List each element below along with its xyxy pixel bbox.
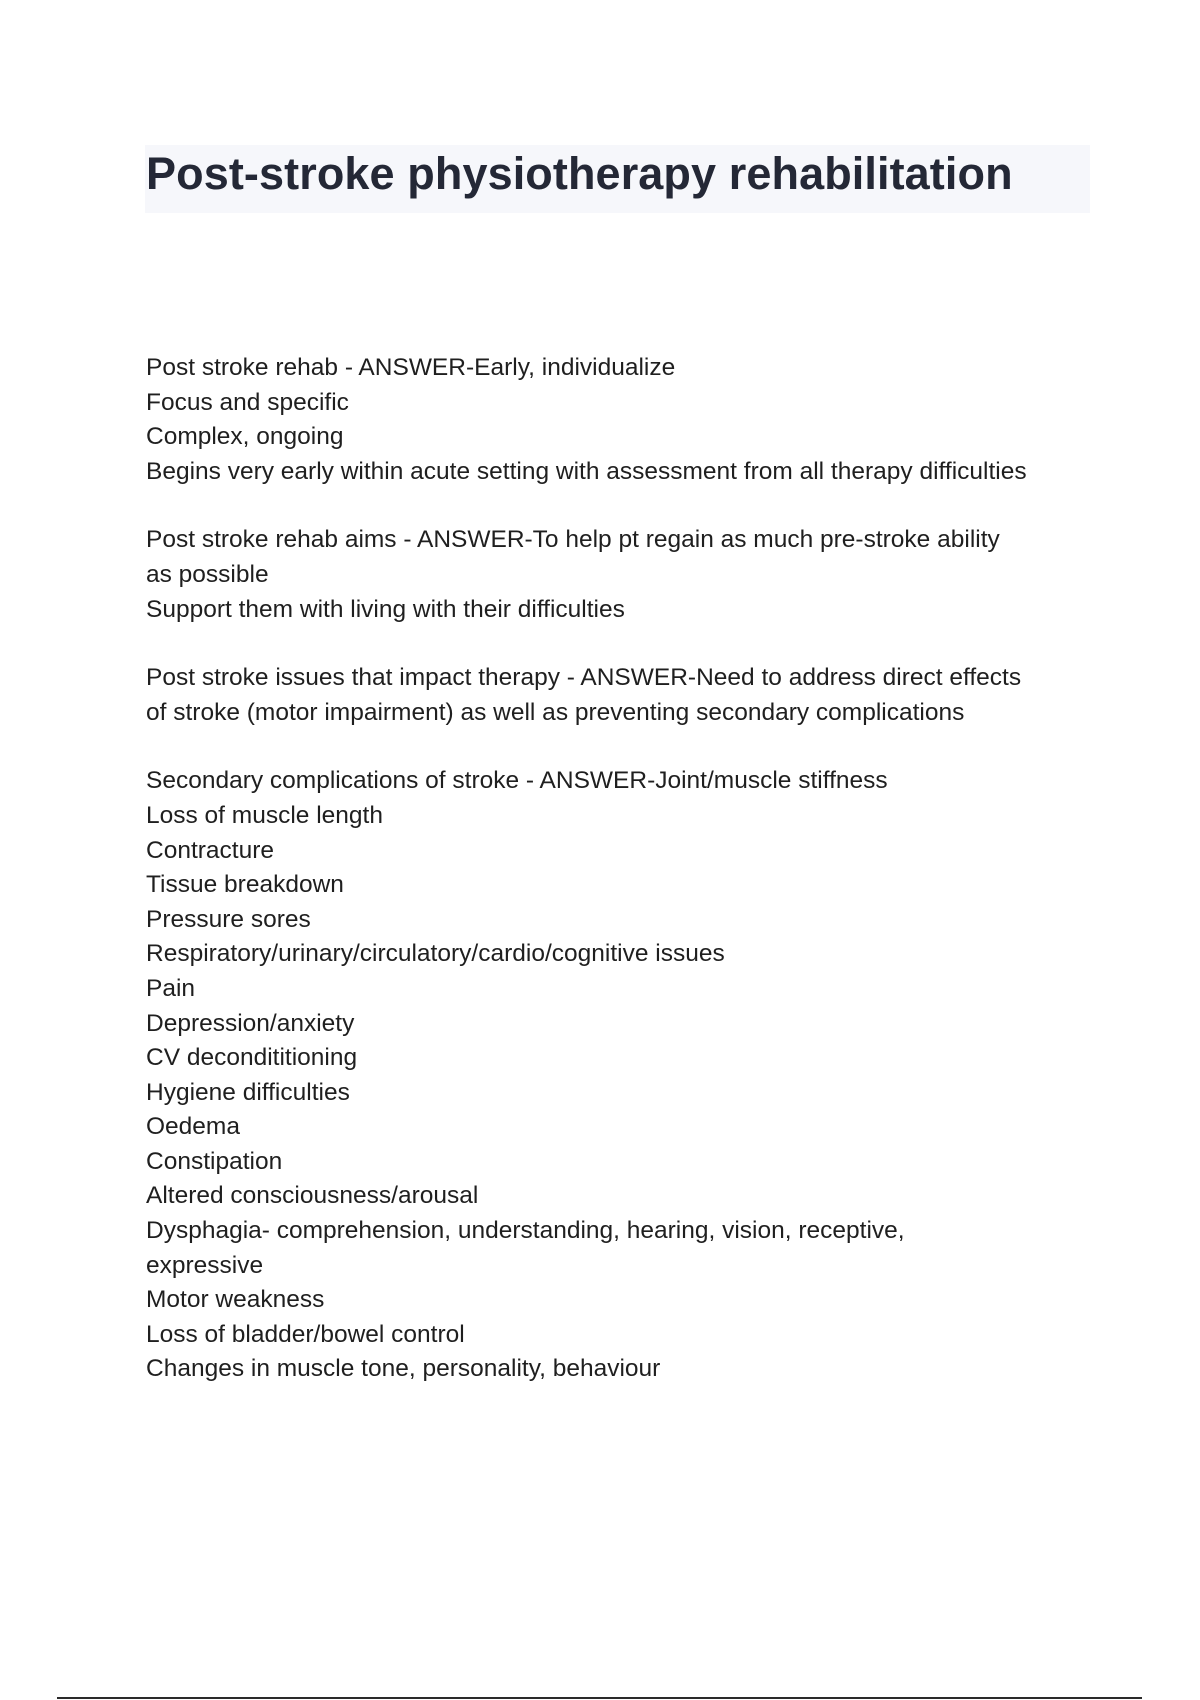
document-body: [146, 351, 1106, 1421]
text-line: expressive: [146, 1251, 264, 1279]
text-line: Dysphagia- comprehension, understanding, hearing, vision, receptive,: [146, 1217, 905, 1245]
text-line: CV decondititioning: [146, 1044, 358, 1072]
text-line: Complex, ongoing: [146, 423, 344, 451]
text-line: Altered consciousness/arousal: [146, 1182, 479, 1210]
footer-divider: [57, 1697, 1142, 1699]
page-title: Post-stroke physiotherapy rehabilitation: [146, 148, 1013, 199]
text-line: Pressure sores: [146, 905, 311, 933]
text-line: Loss of muscle length: [146, 801, 383, 829]
qa-block-rehab: [146, 351, 1106, 489]
text-line: Oedema: [146, 1113, 240, 1141]
text-line: Secondary complications of stroke - ANSWER-Joint/muscle stiffness: [146, 767, 888, 795]
text-line: Motor weakness: [146, 1286, 325, 1314]
text-line: Loss of bladder/bowel control: [146, 1320, 465, 1348]
qa-block-issues: [146, 661, 1106, 730]
text-line: Post stroke rehab - ANSWER-Early, individualize: [146, 354, 676, 381]
text-line: Respiratory/urinary/circulatory/cardio/cognitive issues: [146, 940, 725, 968]
text-line: Contracture: [146, 836, 275, 864]
text-line: Pain: [146, 974, 196, 1002]
qa-block-aims: [146, 523, 1106, 627]
text-line: Begins very early within acute setting with assessment from all therapy difficulties: [146, 457, 1027, 485]
text-line: Post stroke rehab aims - ANSWER-To help pt regain as much pre-stroke ability: [146, 526, 1000, 554]
text-line: Changes in muscle tone, personality, behaviour: [146, 1355, 661, 1383]
text-line: Support them with living with their difficulties: [146, 595, 625, 623]
text-line: of stroke (motor impairment) as well as preventing secondary complications: [146, 698, 965, 726]
text-line: Tissue breakdown: [146, 871, 344, 899]
text-line: Depression/anxiety: [146, 1009, 355, 1037]
qa-block-complications: [146, 764, 1106, 1387]
text-line: as possible: [146, 560, 269, 588]
text-line: Hygiene difficulties: [146, 1078, 350, 1106]
text-line: Constipation: [146, 1147, 283, 1175]
text-line: Focus and specific: [146, 388, 349, 416]
text-line: Post stroke issues that impact therapy - ANSWER-Need to address direct effects: [146, 664, 1022, 692]
